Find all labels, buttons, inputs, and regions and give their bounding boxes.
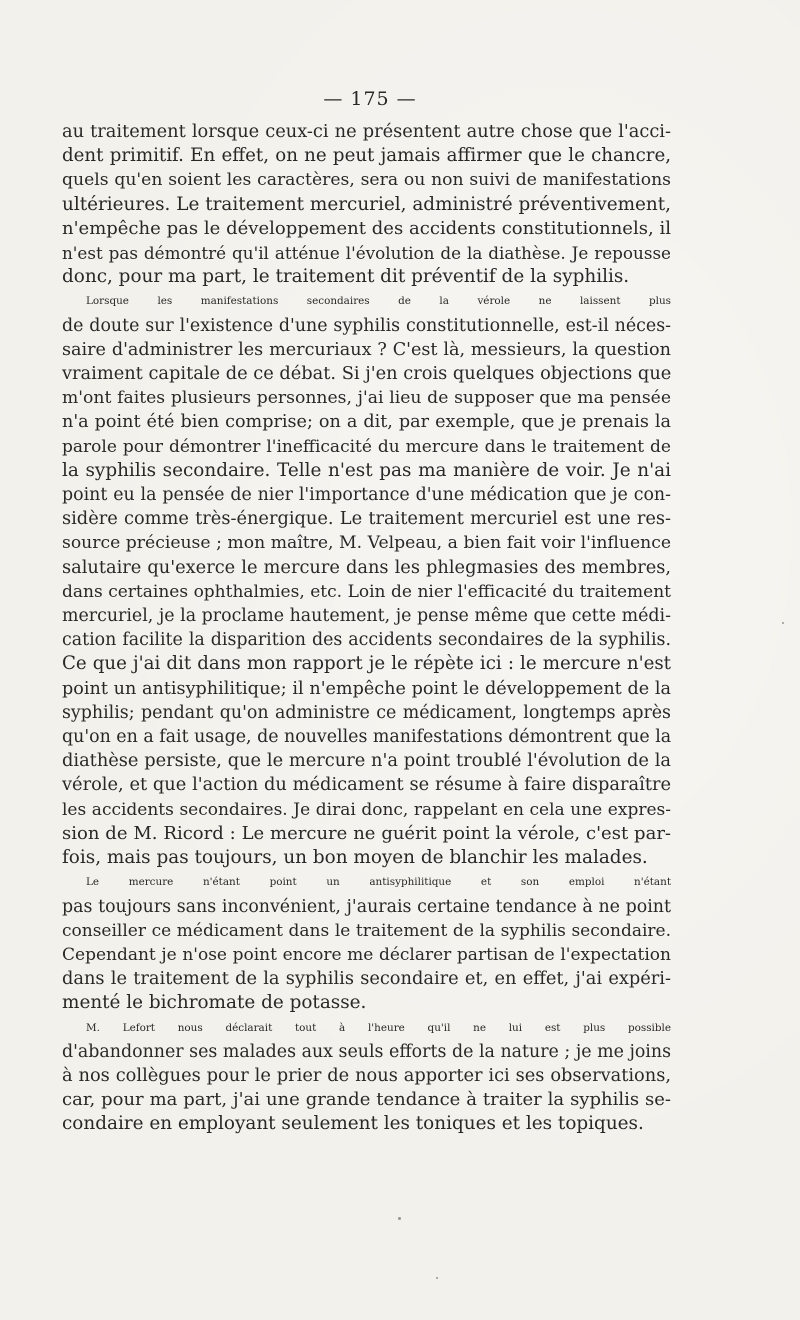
text-line: dans le traitement de la syphilis secondaire et, en effet, j'ai expéri- <box>62 968 671 990</box>
text-line: diathèse persiste, que le mercure n'a point troublé l'évolution de la <box>62 750 671 772</box>
page-number: — 175 — <box>323 88 417 110</box>
paragraph <box>62 870 671 1015</box>
text-line: Le mercure n'étant point un antisyphilitique et son emploi n'étant <box>86 876 671 889</box>
paragraph <box>62 289 671 870</box>
text-line: de doute sur l'existence d'une syphilis constitutionnelle, est-il néces- <box>62 315 671 336</box>
text-line: source précieuse ; mon maître, M. Velpeau, a bien fait voir l'influence <box>62 533 671 554</box>
text-line: car, pour ma part, j'ai une grande tendance à traiter la syphilis se- <box>62 1089 671 1111</box>
text-line: donc, pour ma part, le traitement dit préventif de la syphilis. <box>62 266 630 288</box>
paper-speck <box>436 1277 438 1279</box>
text-line: m'ont faites plusieurs personnes, j'ai lieu de supposer que ma pensée <box>62 388 671 409</box>
text-line: n'a point été bien comprise; on a dit, par exemple, que je prenais la <box>62 412 671 433</box>
text-line: dans certaines ophthalmies, etc. Loin de nier l'efficacité du traitement <box>62 581 671 602</box>
text-line: saire d'administrer les mercuriaux ? C'est là, messieurs, la question <box>62 339 671 360</box>
text-line: Lorsque les manifestations secondaires de la vérole ne laissent plus <box>86 295 671 308</box>
paper-speck <box>398 1217 401 1220</box>
text-line: menté le bichromate de potasse. <box>62 992 367 1014</box>
text-line: vérole, et que l'action du médicament se résume à faire disparaître <box>62 774 671 796</box>
text-line: Ce que j'ai dit dans mon rapport je le répète ici : le mercure n'est <box>62 653 671 675</box>
text-line: n'est pas démontré qu'il atténue l'évolution de la diathèse. Je repousse <box>62 243 671 264</box>
text-line: vraiment capitale de ce débat. Si j'en crois quelques objections que <box>62 363 672 385</box>
text-line: sidère comme très-énergique. Le traitement mercuriel est une res- <box>62 508 671 530</box>
text-line: les accidents secondaires. Je dirai donc, rappelant en cela une expres- <box>62 799 671 820</box>
text-line: M. Lefort nous déclarait tout à l'heure qu'il ne lui est plus possible <box>86 1021 671 1034</box>
body-text <box>62 120 671 1137</box>
text-line: qu'on en a fait usage, de nouvelles manifestations démontrent que la <box>62 727 672 748</box>
text-line: condaire en employant seulement les toniques et les topiques. <box>62 1113 644 1135</box>
text-line: au traitement lorsque ceux-ci ne présentent autre chose que l'acci- <box>62 121 671 142</box>
text-line: parole pour démontrer l'inefficacité du mercure dans le traitement de <box>62 436 671 457</box>
text-line: point un antisyphilitique; il n'empêche point le développement de la <box>62 678 671 699</box>
text-line: n'empêche pas le développement des accidents constitutionnels, il <box>62 217 671 239</box>
text-line: pas toujours sans inconvénient, j'aurais certaine tendance à ne point <box>62 896 671 917</box>
text-line: Cependant je n'ose point encore me déclarer partisan de l'expectation <box>62 944 671 965</box>
text-line: syphilis; pendant qu'on administre ce médicament, longtemps après <box>62 702 671 723</box>
text-line: dent primitif. En effet, on ne peut jamais affirmer que le chancre, <box>62 145 671 167</box>
text-line: mercuriel, je la proclame hautement, je pense même que cette médi- <box>62 606 671 627</box>
text-line: à nos collègues pour le prier de nous apporter ici ses observations, <box>62 1064 671 1086</box>
text-line: sion de M. Ricord : Le mercure ne guérit point la vérole, c'est par- <box>62 822 671 844</box>
paper-speck <box>782 622 784 624</box>
paragraph <box>62 1016 671 1137</box>
paragraph <box>62 120 671 289</box>
text-line: salutaire qu'exerce le mercure dans les phlegmasies des membres, <box>62 556 671 578</box>
text-line: conseiller ce médicament dans le traitement de la syphilis secondaire. <box>62 920 671 941</box>
text-line: la syphilis secondaire. Telle n'est pas ma manière de voir. Je n'ai <box>62 459 671 481</box>
text-line: point eu la pensée de nier l'importance d'une médication que je con- <box>62 485 671 506</box>
text-line: ultérieures. Le traitement mercuriel, administré préventivement, <box>62 193 671 215</box>
text-line: cation facilite la disparition des accidents secondaires de la syphilis. <box>62 630 671 651</box>
text-line: d'abandonner ses malades aux seuls efforts de la nature ; je me joins <box>62 1041 671 1062</box>
text-line: quels qu'en soient les caractères, sera ou non suivi de manifestations <box>62 170 671 191</box>
text-line: fois, mais pas toujours, un bon moyen de blanchir les malades. <box>62 847 648 869</box>
